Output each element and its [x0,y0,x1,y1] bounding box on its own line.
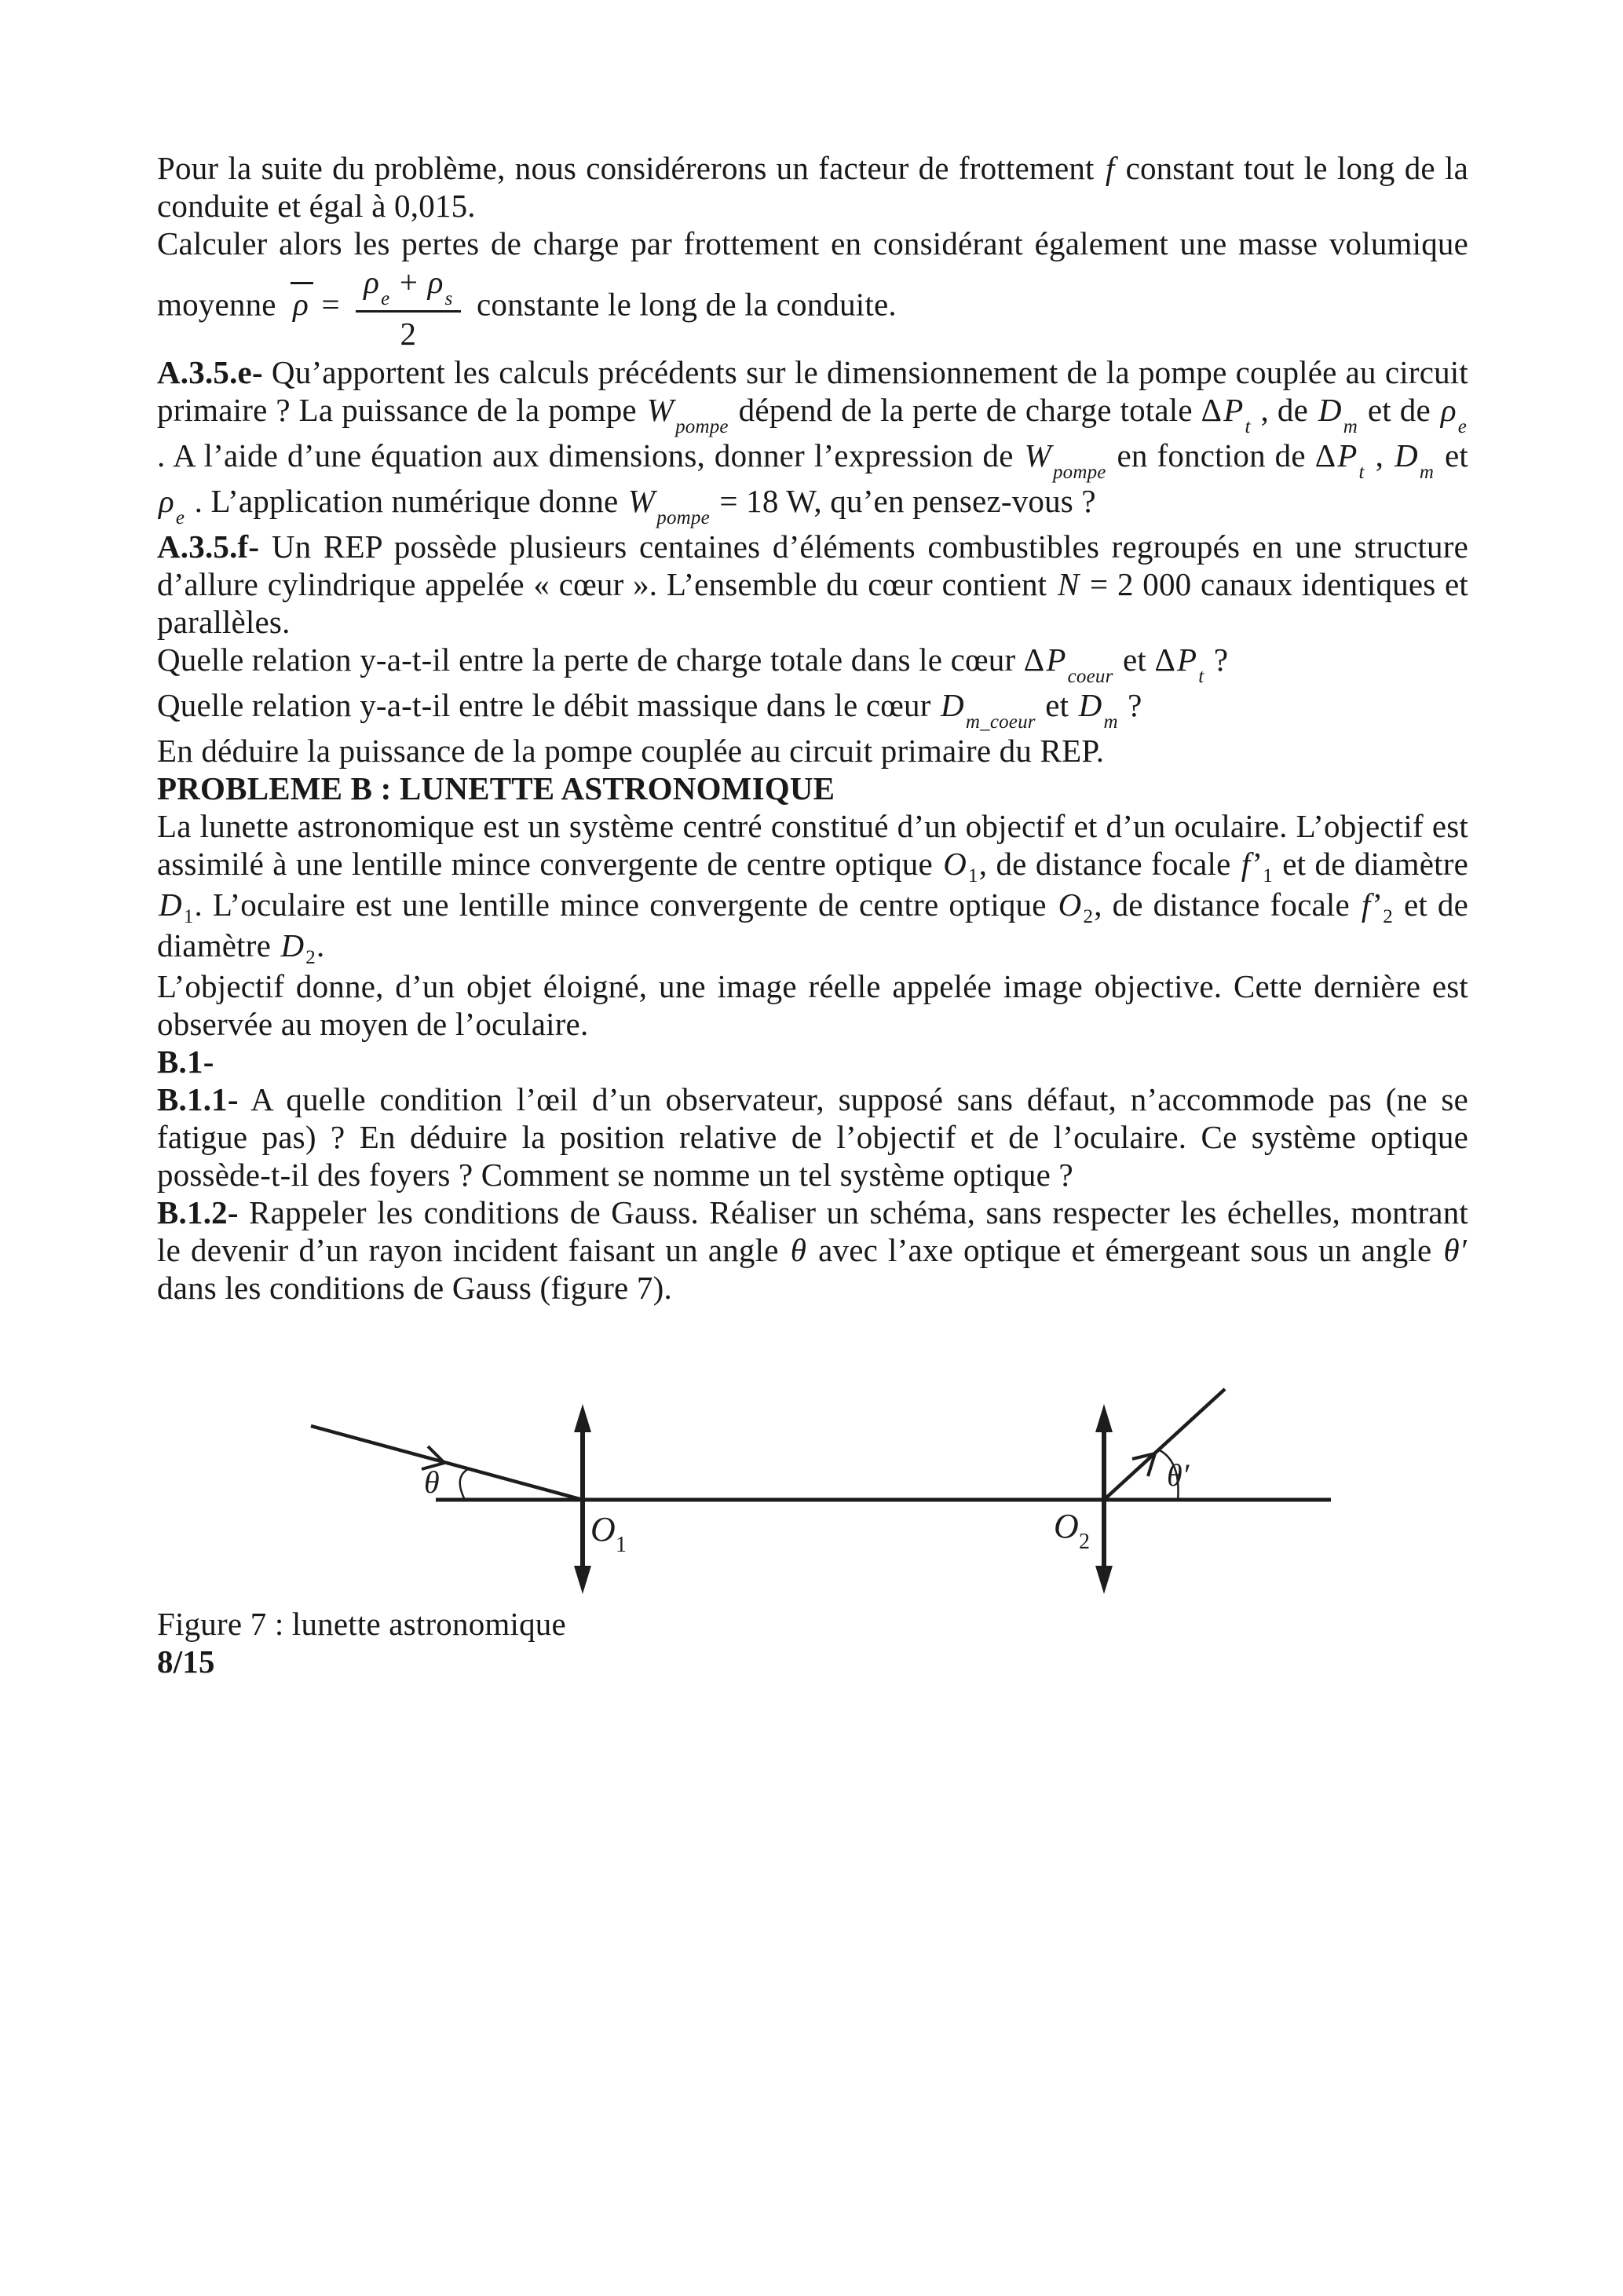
paragraph-image-objective: L’objectif donne, d’un objet éloigné, une image réelle appelée image objective. Cette dernière est observée au moyen de l’oculaire. [157,968,1468,1042]
paragraph-pertes-de-charge-formule: Calculer alors les pertes de charge par frottement en considérant également une masse volumique moyenne ρ = $\frac{\rho_e + \rho_s}{2}$ constante le long de la conduite. [157,225,1468,352]
incident-ray-line [311,1426,583,1500]
lens1-center-label: O [590,1510,616,1548]
question-b12: B.1.2- Rappeler les conditions de Gauss. Réaliser un schéma, sans respecter les échelles, montrant le devenir d’un rayon incident faisant un angle θ avec l’axe optique et émergeant sous un angle θ′ dans les conditions de Gauss (figure 7). [157,1194,1468,1306]
lens1-arrow-top-icon [574,1404,591,1432]
question-puissance-pompe: En déduire la puissance de la pompe couplée au circuit primaire du REP. [157,733,1105,769]
lens2-arrow-bottom-icon [1095,1566,1113,1594]
theta-label: θ [424,1464,440,1500]
question-a35e: A.3.5.e- Qu’apportent les calculs précédents sur le dimensionnement de la pompe couplée au circuit primaire ? La puissance de la pompe $W_{pompe}$ dépend de la perte de charge totale $\Delta P_t$ , de $D_m$ et de $\rho_e$ . A l’aide d’une équation aux dimensions, donner l’expression de $W_{pompe}$ en fonction de $\Delta P_t$ , $D_m$ et $\rho_e$ . L’application numérique donne $W_{pompe} = 18$ W, qu’en pensez-vous ? [157,354,1468,528]
heading-b1: B.1- [157,1044,214,1080]
lens1-arrow-bottom-icon [574,1566,591,1594]
theta-prime-label: θ′ [1167,1457,1190,1493]
theta-angle-arc [460,1468,470,1500]
question-a35f: A.3.5.f- Un REP possède plusieurs centaines d’éléments combustibles regroupés en une structure d’allure cylindrique appelée « cœur ». L’ensemble du cœur contient N = 2 000 canaux identiques et parallèles. [157,528,1468,640]
question-relation-debit-massique: Quelle relation y-a-t-il entre le débit massique dans le cœur $D_{m\_coeur}$ et $D_m$ ? [157,687,1142,733]
emergent-ray-line [1104,1389,1225,1500]
page-number: 8/15 [157,1643,215,1680]
probleme-b-title: PROBLEME B : LUNETTE ASTRONOMIQUE [157,770,835,806]
lens2-center-label: O [1054,1507,1079,1545]
lens2-arrow-top-icon [1095,1404,1113,1432]
figure-caption: Figure 7 : lunette astronomique [157,1606,566,1642]
figure-7-lunette-schema [0,1369,1623,1605]
question-relation-perte-charge: Quelle relation y-a-t-il entre la perte de charge totale dans le cœur $\Delta P_{coeur}$ et $\Delta P_t$ ? [157,642,1229,687]
optical-diagram [0,1369,1623,1605]
lens1-center-label-subscript: 1 [616,1533,627,1557]
paragraph-frottement-constant: Pour la suite du problème, nous considérerons un facteur de frottement f constant tout le long de la conduite et égal à 0,015. [157,150,1468,224]
paragraph-lunette-description: La lunette astronomique est un système centré constitué d’un objectif et d’un oculaire. L’objectif est assimilé à une lentille mince convergente de centre optique $O_1$, de distance focale $f’_1$ et de diamètre $D_1$. L’oculaire est une lentille mince convergente de centre optique $O_2$, de distance focale $f’_2$ et de diamètre $D_2$. [157,808,1468,968]
lens2-center-label-subscript: 2 [1079,1530,1090,1554]
question-b11: B.1.1- A quelle condition l’œil d’un observateur, supposé sans défaut, n’accommode pas (ne se fatigue pas) ? En déduire la position relative de l’objectif et de l’oculaire. Ce système optique possède-t-il des foyers ? Comment se nomme un tel système optique ? [157,1081,1468,1193]
